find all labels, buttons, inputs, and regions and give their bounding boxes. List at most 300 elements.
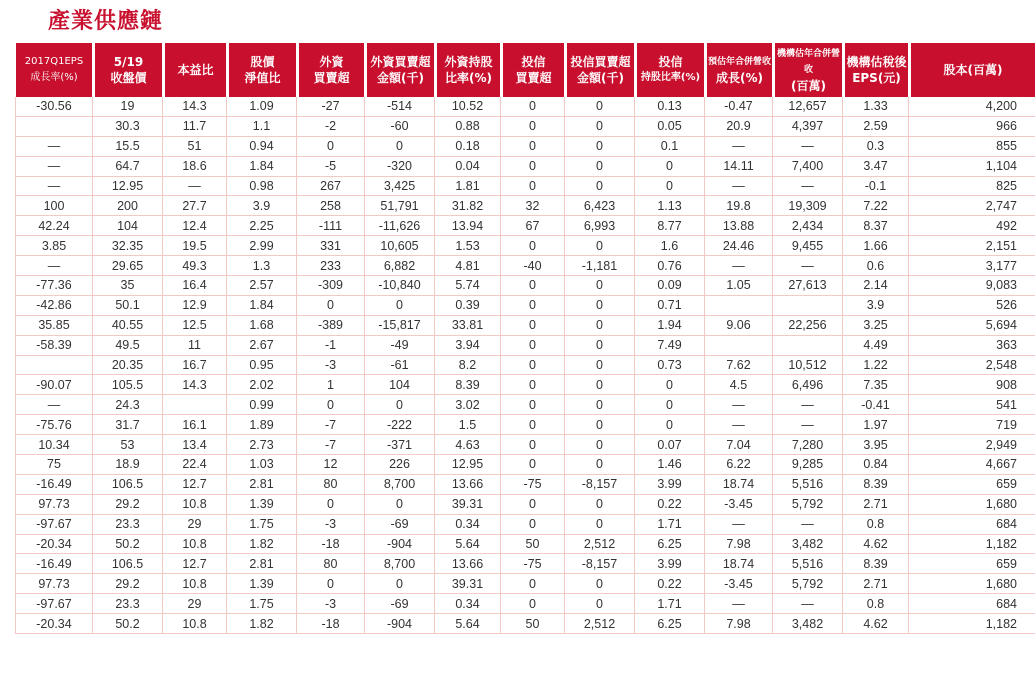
table-cell: 1.71 [634, 515, 704, 535]
table-cell: 0 [564, 455, 634, 475]
table-row [15, 554, 1035, 574]
table-cell: 1.09 [226, 97, 296, 117]
table-cell: 1.05 [704, 276, 772, 296]
table-cell: 50 [500, 614, 564, 634]
table-cell: 3.47 [842, 157, 908, 177]
table-cell: 12,657 [772, 97, 842, 117]
table-cell: -60 [364, 117, 434, 137]
table-cell: 4.63 [434, 435, 500, 455]
table-cell: 8.77 [634, 216, 704, 236]
table-cell: 2.71 [842, 574, 908, 594]
table-cell: -371 [364, 435, 434, 455]
table-cell: 267 [296, 177, 364, 197]
table-cell: 1.5 [434, 415, 500, 435]
table-cell: 2,548 [908, 356, 1035, 376]
table-cell: 0 [500, 356, 564, 376]
table-cell: 19 [92, 97, 162, 117]
table-cell: 6,993 [564, 216, 634, 236]
table-cell: 2.57 [226, 276, 296, 296]
table-row [15, 435, 1035, 455]
table-cell: 825 [908, 177, 1035, 197]
table-cell: 0 [564, 276, 634, 296]
table-cell: 0.73 [634, 356, 704, 376]
table-cell: 22,256 [772, 316, 842, 336]
table-cell: 0 [634, 177, 704, 197]
table-cell: 233 [296, 256, 364, 276]
table-cell: -61 [364, 356, 434, 376]
table-cell: 2,747 [908, 196, 1035, 216]
table-cell: 0 [564, 117, 634, 137]
table-cell: 19.5 [162, 236, 226, 256]
table-cell: 0 [500, 296, 564, 316]
table-cell: 22.4 [162, 455, 226, 475]
table-cell: 0.18 [434, 137, 500, 157]
table-cell [704, 336, 772, 356]
table-cell: 966 [908, 117, 1035, 137]
table-row [15, 196, 1035, 216]
table-cell: 3.9 [842, 296, 908, 316]
table-cell: 0 [500, 435, 564, 455]
table-cell: 3,482 [772, 614, 842, 634]
table-cell [162, 395, 226, 415]
table-cell: 32 [500, 196, 564, 216]
table-cell: 0 [500, 336, 564, 356]
table-cell: 11.7 [162, 117, 226, 137]
table-cell: 1.89 [226, 415, 296, 435]
table-cell: 5,516 [772, 475, 842, 495]
table-cell: 18.6 [162, 157, 226, 177]
table-cell: 1,182 [908, 535, 1035, 555]
table-cell: 684 [908, 594, 1035, 614]
table-cell: -16.49 [15, 554, 92, 574]
table-cell: 12.95 [434, 455, 500, 475]
table-cell: 0 [634, 415, 704, 435]
table-cell: 12.95 [92, 177, 162, 197]
table-cell: 0 [564, 296, 634, 316]
table-cell: -11,626 [364, 216, 434, 236]
table-cell: 7.04 [704, 435, 772, 455]
table-cell: -514 [364, 97, 434, 117]
table-cell: 0 [364, 395, 434, 415]
table-cell: 2.71 [842, 495, 908, 515]
table-cell: -222 [364, 415, 434, 435]
table-cell: 0 [500, 236, 564, 256]
table-cell [772, 336, 842, 356]
table-cell: 0.3 [842, 137, 908, 157]
table-cell: 18.74 [704, 475, 772, 495]
table-cell: 29.2 [92, 495, 162, 515]
table-cell: 1.97 [842, 415, 908, 435]
table-cell: 0.07 [634, 435, 704, 455]
table-cell: 0 [500, 515, 564, 535]
table-cell: 6,882 [364, 256, 434, 276]
table-cell: 3,177 [908, 256, 1035, 276]
table-cell: 0.34 [434, 515, 500, 535]
table-cell: -0.47 [704, 97, 772, 117]
table-cell: 0 [500, 157, 564, 177]
table-cell: 14.11 [704, 157, 772, 177]
table-cell: 0 [500, 177, 564, 197]
table-cell: 0.05 [634, 117, 704, 137]
table-cell: 2,434 [772, 216, 842, 236]
table-row [15, 475, 1035, 495]
table-cell: 1.39 [226, 495, 296, 515]
table-row [15, 614, 1035, 634]
table-cell: -2 [296, 117, 364, 137]
table-cell: 12.4 [162, 216, 226, 236]
table-cell: 1.82 [226, 535, 296, 555]
table-cell: — [15, 256, 92, 276]
table-cell: 35.85 [15, 316, 92, 336]
header-cell-revenue-estimate: 機構估年合併營收 (百萬) [772, 43, 842, 97]
table-cell: 0.95 [226, 356, 296, 376]
table-cell: 0 [564, 137, 634, 157]
table-cell: 24.3 [92, 395, 162, 415]
table-row [15, 97, 1035, 117]
table-cell: 7.62 [704, 356, 772, 376]
table-cell: 0.39 [434, 296, 500, 316]
table-cell: 3.85 [15, 236, 92, 256]
table-cell: -3 [296, 594, 364, 614]
table-cell: 13.88 [704, 216, 772, 236]
table-cell: 0 [564, 177, 634, 197]
table-cell: 1.46 [634, 455, 704, 475]
table-cell: 12.7 [162, 475, 226, 495]
table-cell: 0 [500, 97, 564, 117]
table-cell: 50 [500, 535, 564, 555]
table-cell: 1.68 [226, 316, 296, 336]
table-cell: 4,667 [908, 455, 1035, 475]
table-cell: 11 [162, 336, 226, 356]
table-cell: 1.39 [226, 574, 296, 594]
table-cell: 0.94 [226, 137, 296, 157]
table-row [15, 236, 1035, 256]
table-row [15, 336, 1035, 356]
table-cell: 0 [634, 375, 704, 395]
table-cell: 226 [364, 455, 434, 475]
table-cell: 0 [364, 495, 434, 515]
table-cell: 3,425 [364, 177, 434, 197]
table-cell: — [772, 594, 842, 614]
table-cell: 1.22 [842, 356, 908, 376]
table-cell: 541 [908, 395, 1035, 415]
table-cell: 0.1 [634, 137, 704, 157]
table-cell: 0 [564, 574, 634, 594]
table-cell: 0 [500, 415, 564, 435]
table-cell: 4.62 [842, 535, 908, 555]
table-cell: 1.75 [226, 594, 296, 614]
table-cell [704, 296, 772, 316]
table-cell: 2,512 [564, 614, 634, 634]
table-cell: 80 [296, 554, 364, 574]
table-cell: 97.73 [15, 495, 92, 515]
table-cell: 6.22 [704, 455, 772, 475]
table-cell: 8,700 [364, 554, 434, 574]
table-cell: 3.94 [434, 336, 500, 356]
header-cell-capital: 股本(百萬) [908, 43, 1035, 97]
table-cell: — [772, 256, 842, 276]
table-cell: 3.25 [842, 316, 908, 336]
table-cell: 0 [364, 574, 434, 594]
table-cell: 40.55 [92, 316, 162, 336]
table-cell: 5,792 [772, 495, 842, 515]
table-cell: 1.81 [434, 177, 500, 197]
table-cell: -20.34 [15, 614, 92, 634]
table-cell: 0 [634, 395, 704, 415]
table-cell: 1.3 [226, 256, 296, 276]
table-row [15, 515, 1035, 535]
table-cell: 0.6 [842, 256, 908, 276]
table-cell: 0 [500, 137, 564, 157]
table-cell: -97.67 [15, 594, 92, 614]
table-cell: 5.74 [434, 276, 500, 296]
table-cell: 1,104 [908, 157, 1035, 177]
supply-chain-table [15, 43, 1035, 634]
table-cell: 2.99 [226, 236, 296, 256]
table-cell: — [15, 177, 92, 197]
table-row [15, 157, 1035, 177]
header-cell-revenue-growth: 預估年合併營收 成長(%) [704, 43, 772, 97]
table-cell: 12.9 [162, 296, 226, 316]
table-cell: 10.8 [162, 535, 226, 555]
table-cell: 0 [296, 137, 364, 157]
table-cell: 0 [296, 395, 364, 415]
table-cell: — [15, 137, 92, 157]
table-cell: 4,397 [772, 117, 842, 137]
table-row [15, 356, 1035, 376]
table-cell: 64.7 [92, 157, 162, 177]
table-cell: 4,200 [908, 97, 1035, 117]
table-cell: 4.62 [842, 614, 908, 634]
table-cell: 0 [500, 316, 564, 336]
header-cell-close-price: 5/19 收盤價 [92, 43, 162, 97]
table-cell: 0 [364, 296, 434, 316]
table-cell: 12.7 [162, 554, 226, 574]
table-cell: 50.2 [92, 535, 162, 555]
table-cell: 13.4 [162, 435, 226, 455]
table-cell: 0 [564, 336, 634, 356]
table-cell: 0.88 [434, 117, 500, 137]
table-cell: 0 [500, 594, 564, 614]
table-cell: 0.09 [634, 276, 704, 296]
table-cell: -389 [296, 316, 364, 336]
table-cell: 9,285 [772, 455, 842, 475]
table-cell: 9,083 [908, 276, 1035, 296]
table-cell: 13.66 [434, 554, 500, 574]
table-cell: 0.34 [434, 594, 500, 614]
table-row [15, 177, 1035, 197]
table-cell: 0 [500, 395, 564, 415]
table-cell: 31.7 [92, 415, 162, 435]
table-cell: 3.99 [634, 554, 704, 574]
table-cell: 8.37 [842, 216, 908, 236]
table-cell: 2.67 [226, 336, 296, 356]
table-cell: -69 [364, 594, 434, 614]
table-cell: 2.14 [842, 276, 908, 296]
table-cell: 492 [908, 216, 1035, 236]
table-cell: -904 [364, 614, 434, 634]
table-cell: 331 [296, 236, 364, 256]
table-cell: 106.5 [92, 554, 162, 574]
table-cell: — [772, 137, 842, 157]
header-row [15, 43, 1035, 97]
table-cell: 18.74 [704, 554, 772, 574]
table-cell: -309 [296, 276, 364, 296]
table-cell: 0.99 [226, 395, 296, 415]
table-row [15, 535, 1035, 555]
table-cell: 39.31 [434, 495, 500, 515]
table-cell: — [704, 177, 772, 197]
page-title: 產業供應鏈 [48, 8, 164, 34]
table-cell: -77.36 [15, 276, 92, 296]
table-cell: 10.8 [162, 574, 226, 594]
table-cell: 51,791 [364, 196, 434, 216]
table-cell: 7,280 [772, 435, 842, 455]
table-cell: 105.5 [92, 375, 162, 395]
table-row [15, 415, 1035, 435]
table-cell: 24.46 [704, 236, 772, 256]
table-cell: 5.64 [434, 614, 500, 634]
table-row [15, 495, 1035, 515]
table-cell: 42.24 [15, 216, 92, 236]
table-cell: — [704, 137, 772, 157]
table-cell: 39.31 [434, 574, 500, 594]
table-cell: 0 [500, 375, 564, 395]
header-cell-trust-amount: 投信買賣超 金額(千) [564, 43, 634, 97]
table-cell: 0 [500, 455, 564, 475]
table-cell: 6,423 [564, 196, 634, 216]
table-cell: 1,680 [908, 574, 1035, 594]
table-cell: -18 [296, 614, 364, 634]
table-cell: 31.82 [434, 196, 500, 216]
table-cell: -3.45 [704, 574, 772, 594]
table-cell: 0 [564, 515, 634, 535]
table-cell: 23.3 [92, 515, 162, 535]
table-cell: 104 [92, 216, 162, 236]
table-cell: 0 [564, 395, 634, 415]
header-cell-foreign-net: 外資 買賣超 [296, 43, 364, 97]
table-cell: -3 [296, 515, 364, 535]
table-cell: 35 [92, 276, 162, 296]
table-cell: 1.13 [634, 196, 704, 216]
table-cell: -15,817 [364, 316, 434, 336]
table-cell: -1 [296, 336, 364, 356]
table-cell: 10.8 [162, 614, 226, 634]
table-cell: -97.67 [15, 515, 92, 535]
table-cell: — [162, 177, 226, 197]
header-cell-pe-ratio: 本益比 [162, 43, 226, 97]
table-cell: 8.39 [842, 554, 908, 574]
table-cell: 0 [564, 495, 634, 515]
table-cell: — [704, 594, 772, 614]
table-cell: -0.41 [842, 395, 908, 415]
table-cell: 53 [92, 435, 162, 455]
table-cell: 6.25 [634, 535, 704, 555]
table-cell: 2.02 [226, 375, 296, 395]
table-cell: 0 [296, 296, 364, 316]
table-cell: 5,694 [908, 316, 1035, 336]
table-cell: -10,840 [364, 276, 434, 296]
header-cell-trust-holding: 投信 持股比率(%) [634, 43, 704, 97]
table-cell: — [772, 177, 842, 197]
table-cell: 100 [15, 196, 92, 216]
table-cell: 10.34 [15, 435, 92, 455]
table-cell: 49.5 [92, 336, 162, 356]
table-cell: 1.03 [226, 455, 296, 475]
table-cell: 2,151 [908, 236, 1035, 256]
table-cell: 19.8 [704, 196, 772, 216]
table-cell: 908 [908, 375, 1035, 395]
table-cell: 32.35 [92, 236, 162, 256]
table-cell: 2.73 [226, 435, 296, 455]
table-cell: 12.5 [162, 316, 226, 336]
table-cell: 4.49 [842, 336, 908, 356]
table-cell: 659 [908, 475, 1035, 495]
table-cell: 8,700 [364, 475, 434, 495]
table-cell: 2.81 [226, 554, 296, 574]
table-cell: 9.06 [704, 316, 772, 336]
table-cell: 0.71 [634, 296, 704, 316]
table-cell: 5.64 [434, 535, 500, 555]
table-cell: 4.81 [434, 256, 500, 276]
table-cell: 13.66 [434, 475, 500, 495]
table-cell: 16.7 [162, 356, 226, 376]
table-cell: 0 [564, 316, 634, 336]
table-cell: — [772, 415, 842, 435]
table-cell: 258 [296, 196, 364, 216]
table-cell: 659 [908, 554, 1035, 574]
table-cell: 10,512 [772, 356, 842, 376]
table-cell: -111 [296, 216, 364, 236]
table-cell: 0.04 [434, 157, 500, 177]
table-cell: 719 [908, 415, 1035, 435]
table-cell: 0 [564, 157, 634, 177]
table-cell: -30.56 [15, 97, 92, 117]
table-cell: -49 [364, 336, 434, 356]
table-cell: -75 [500, 554, 564, 574]
table-cell: 1.84 [226, 157, 296, 177]
table-cell: 5,516 [772, 554, 842, 574]
table-cell: — [15, 395, 92, 415]
table-cell: 1.71 [634, 594, 704, 614]
table-cell: 2.25 [226, 216, 296, 236]
header-cell-foreign-holding: 外資持股 比率(%) [434, 43, 500, 97]
table-cell: 1.84 [226, 296, 296, 316]
table-cell: — [704, 515, 772, 535]
table-cell: 0 [500, 276, 564, 296]
table-row [15, 395, 1035, 415]
table-cell: 0 [364, 137, 434, 157]
table-cell: -58.39 [15, 336, 92, 356]
table-cell: 526 [908, 296, 1035, 316]
table-cell: 27,613 [772, 276, 842, 296]
table-cell: 8.39 [842, 475, 908, 495]
table-cell: 3,482 [772, 535, 842, 555]
table-cell: 0 [564, 375, 634, 395]
table-cell: 1.82 [226, 614, 296, 634]
table-row [15, 574, 1035, 594]
table-cell: 0.13 [634, 97, 704, 117]
table-cell: 15.5 [92, 137, 162, 157]
table-body [15, 97, 1035, 634]
table-cell: 20.35 [92, 356, 162, 376]
table-cell: -16.49 [15, 475, 92, 495]
header-cell-trust-net: 投信 買賣超 [500, 43, 564, 97]
table-cell: 7.98 [704, 614, 772, 634]
table-cell: 30.3 [92, 117, 162, 137]
table-row [15, 137, 1035, 157]
table-cell: 1 [296, 375, 364, 395]
